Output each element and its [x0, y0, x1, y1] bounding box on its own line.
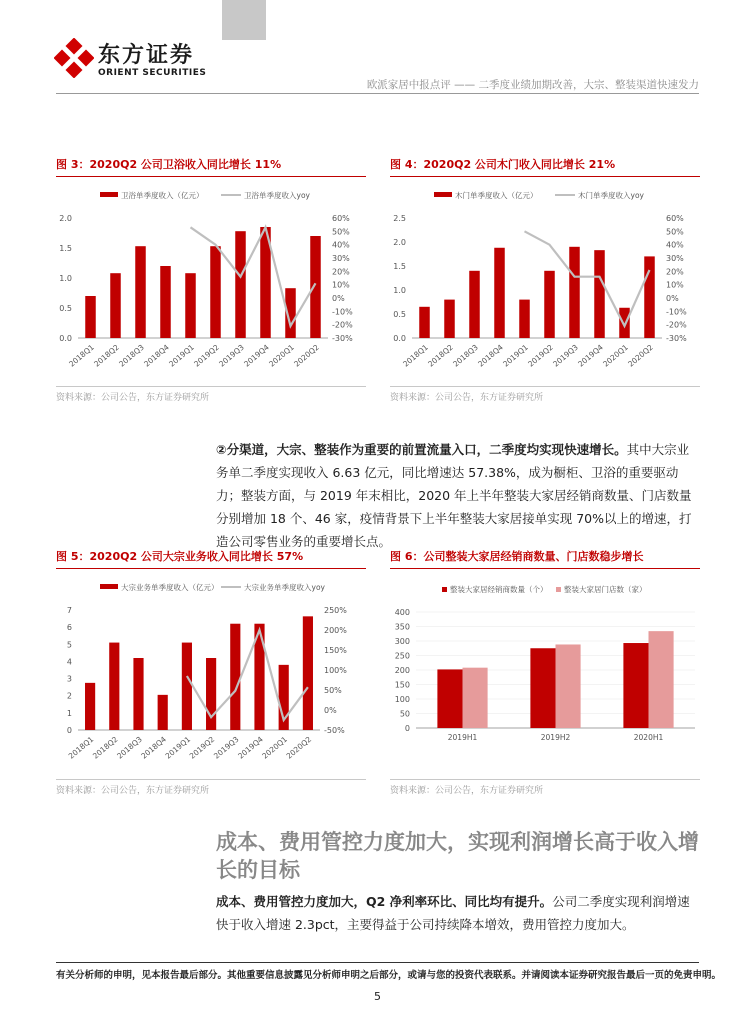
x-tick-label: 2020Q2 — [284, 734, 314, 761]
y-left-tick-label: 2.0 — [59, 214, 72, 223]
bar — [594, 250, 605, 338]
x-tick-label: 2019Q2 — [192, 342, 221, 369]
x-tick-label: 2018Q2 — [92, 342, 121, 369]
x-tick-label: 2019Q3 — [217, 342, 246, 369]
y-left-tick-label: 7 — [66, 606, 72, 615]
y-left-tick-label: 1.0 — [393, 286, 406, 295]
y-right-tick-label: 30% — [666, 254, 684, 263]
y-left-tick-label: 0.0 — [59, 334, 72, 343]
channel-paragraph — [216, 438, 700, 553]
yoy-line — [187, 630, 308, 720]
x-tick-label: 2018Q1 — [66, 734, 96, 761]
x-tick-label: 2018Q1 — [67, 342, 96, 369]
x-tick-label: 2019Q2 — [526, 342, 555, 369]
bar — [160, 266, 171, 338]
x-tick-label: 2020Q1 — [267, 342, 296, 369]
figure-3-title: 图 3：2020Q2 公司卫浴收入同比增长 11% — [56, 158, 282, 171]
dealers-bar — [623, 643, 648, 728]
x-tick-label: 2019H1 — [447, 733, 478, 742]
bar — [519, 300, 530, 338]
y-left-tick-label: 1 — [66, 708, 72, 718]
x-tick-label: 2018Q3 — [451, 342, 480, 369]
y-right-tick-label: 40% — [332, 240, 350, 250]
bar — [210, 246, 221, 338]
y-right-tick-label: -50% — [324, 726, 345, 735]
legend-bar-label: 卫浴单季度收入（亿元） — [121, 191, 204, 200]
bar — [235, 231, 246, 338]
y-tick-label: 300 — [394, 637, 410, 646]
y-left-tick-label: 6 — [66, 623, 72, 633]
y-right-tick-label: -30% — [332, 334, 353, 343]
stores-bar — [649, 631, 674, 728]
brand-name-cn: 东方证券 — [98, 43, 195, 68]
x-tick-label: 2020Q1 — [601, 342, 630, 369]
x-tick-label: 2018Q2 — [90, 734, 120, 761]
y-tick-label: 350 — [394, 622, 410, 632]
figure-4-foot-rule — [390, 386, 700, 387]
y-tick-label: 0 — [404, 724, 410, 733]
legend-line-label: 木门单季度收入yoy — [578, 191, 644, 200]
figure-6-source: 资料来源：公司公告，东方证券研究所 — [390, 786, 544, 796]
bar — [494, 248, 505, 338]
bar — [182, 643, 192, 730]
y-left-tick-label: 1.0 — [59, 274, 72, 283]
y-tick-label: 400 — [394, 608, 410, 617]
bar — [444, 300, 455, 338]
bar — [544, 271, 555, 338]
figure-3-chart — [56, 182, 366, 382]
y-right-tick-label: 20% — [332, 267, 350, 277]
dealers-bar — [437, 669, 462, 728]
legend-line-label: 大宗业务单季度收入yoy — [244, 583, 325, 592]
bar — [206, 658, 216, 730]
x-tick-label: 2020H1 — [633, 733, 664, 742]
figure-4-chart — [390, 182, 700, 382]
y-left-tick-label: 2.0 — [393, 238, 406, 247]
figure-5-source: 资料来源：公司公告，东方证券研究所 — [56, 786, 210, 796]
figure-5-chart — [56, 574, 366, 774]
figure-4-title: 图 4：2020Q2 公司木门收入同比增长 21% — [390, 158, 616, 171]
y-right-tick-label: 50% — [332, 227, 350, 237]
figure-4-source: 资料来源：公司公告，东方证券研究所 — [390, 393, 544, 403]
y-right-tick-label: 50% — [324, 686, 342, 695]
y-right-tick-label: -30% — [666, 334, 687, 343]
bar — [419, 307, 430, 338]
figure-4-rule — [390, 176, 700, 177]
x-tick-label: 2019Q4 — [576, 342, 605, 369]
y-tick-label: 150 — [394, 680, 410, 690]
y-right-tick-label: 60% — [332, 214, 350, 223]
legend-stores-label: 整装大家居门店数（家） — [564, 585, 647, 594]
bar — [230, 624, 240, 730]
legend-line-label: 卫浴单季度收入yoy — [244, 191, 310, 200]
bar — [133, 658, 143, 730]
y-left-tick-label: 2.5 — [393, 214, 406, 223]
y-left-tick-label: 2 — [66, 691, 72, 701]
figure-3-source: 资料来源：公司公告，东方证券研究所 — [56, 393, 210, 403]
y-left-tick-label: 0.5 — [59, 304, 72, 313]
header-divider — [56, 93, 699, 94]
page-number: 5 — [374, 990, 381, 1003]
y-tick-label: 50 — [399, 709, 410, 719]
cost-paragraph-bold: 成本、费用管控力度加大，Q2 净利率环比、同比均有提升。 — [216, 894, 553, 909]
bar — [110, 273, 121, 338]
x-tick-label: 2019Q4 — [236, 734, 265, 761]
bar — [85, 296, 96, 338]
bar — [185, 273, 196, 338]
bar — [135, 246, 146, 338]
x-tick-label: 2018Q3 — [115, 734, 144, 761]
x-tick-label: 2019Q3 — [211, 734, 241, 761]
stores-bar — [556, 644, 581, 728]
stores-bar — [463, 668, 488, 728]
brand-name-en: ORIENT SECURITIES — [98, 68, 207, 78]
cost-paragraph — [216, 890, 700, 936]
x-tick-label: 2018Q4 — [139, 734, 168, 761]
figure-6-chart — [390, 574, 700, 774]
y-right-tick-label: 50% — [666, 227, 684, 237]
header-accent-bar — [222, 0, 266, 40]
x-tick-label: 2020Q2 — [626, 342, 655, 369]
x-tick-label: 2019Q3 — [551, 342, 580, 369]
y-left-tick-label: 3 — [66, 674, 72, 684]
x-tick-label: 2020Q2 — [292, 342, 321, 369]
figure-5-foot-rule — [56, 779, 366, 780]
y-left-tick-label: 1.5 — [393, 262, 406, 271]
x-tick-label: 2019Q1 — [163, 734, 193, 761]
legend-dealers-swatch — [442, 587, 447, 592]
y-left-tick-label: 0.0 — [393, 334, 406, 343]
figure-5-title: 图 5：2020Q2 公司大宗业务收入同比增长 57% — [56, 550, 304, 563]
y-right-tick-label: 0% — [332, 294, 345, 303]
x-tick-label: 2019Q2 — [187, 734, 217, 761]
footer-disclaimer: 有关分析师的申明，见本报告最后部分。其他重要信息披露见分析师申明之后部分，或请与您的投资代表联系。并请阅读本证券研究报告最后一页的免责申明。 — [56, 970, 722, 981]
y-right-tick-label: 30% — [332, 254, 350, 263]
x-tick-label: 2018Q1 — [401, 342, 430, 369]
y-right-tick-label: 200% — [324, 626, 347, 635]
figure-6-foot-rule — [390, 779, 700, 780]
x-tick-label: 2019Q4 — [242, 342, 271, 369]
y-right-tick-label: 10% — [666, 280, 684, 290]
x-tick-label: 2018Q4 — [142, 342, 171, 369]
yoy-line — [525, 231, 650, 326]
legend-dealers-label: 整装大家居经销商数量（个） — [450, 585, 548, 594]
x-tick-label: 2019Q1 — [501, 342, 530, 369]
y-right-tick-label: 10% — [332, 280, 350, 290]
figure-3-foot-rule — [56, 386, 366, 387]
bar — [569, 247, 580, 338]
bar — [310, 236, 321, 338]
y-right-tick-label: 40% — [666, 240, 684, 250]
x-tick-label: 2019H2 — [540, 733, 571, 742]
y-right-tick-label: 20% — [666, 267, 684, 277]
figure-6-title: 图 6：公司整装大家居经销商数量、门店数稳步增长 — [390, 550, 644, 563]
y-right-tick-label: -20% — [666, 320, 687, 330]
legend-bar-swatch — [100, 192, 118, 197]
bar — [158, 695, 168, 730]
y-left-tick-label: 1.5 — [59, 244, 72, 253]
legend-stores-swatch — [556, 587, 561, 592]
channel-paragraph-text: 其中大宗业务单二季度实现收入 6.63 亿元，同比增速达 57.38%，成为橱柜、卫浴的重要驱动力；整装方面，与 2019 年末相比，2020 年上半年整装大家居经销商数量、门店数量分别增加 18 个、46 家，疫情背景下上半年整装大家居接单实现 70%以上的增速，打造公司零售业务的重要增长点。 — [216, 442, 692, 549]
bar — [469, 271, 480, 338]
report-subtitle: 欧派家居中报点评 —— 二季度业绩加期改善，大宗、整装渠道快速发力 — [366, 79, 699, 91]
legend-bar-label: 大宗业务单季度收入（亿元） — [121, 583, 219, 592]
y-right-tick-label: -20% — [332, 320, 353, 330]
x-tick-label: 2018Q3 — [117, 342, 146, 369]
figure-6-rule — [390, 568, 700, 569]
cost-paragraph-text: 公司二季度实现利润增速快于收入增速 2.3pct，主要得益于公司持续降本增效，费用管控力度加大。 — [216, 894, 690, 932]
y-right-tick-label: -10% — [332, 307, 353, 317]
dealers-bar — [530, 648, 555, 728]
company-logo-icon — [54, 38, 94, 78]
x-tick-label: 2018Q4 — [476, 342, 505, 369]
figure-5-rule — [56, 568, 366, 569]
y-left-tick-label: 5 — [66, 640, 72, 650]
footer-divider — [56, 962, 699, 963]
legend-bar-swatch — [434, 192, 452, 197]
y-left-tick-label: 0 — [66, 726, 72, 735]
section-heading: 成本、费用管控力度加大，实现利润增长高于收入增长的目标 — [216, 830, 699, 882]
x-tick-label: 2020Q1 — [260, 734, 289, 761]
y-right-tick-label: 0% — [324, 706, 337, 715]
channel-paragraph-bold: ②分渠道，大宗、整装作为重要的前置流量入口，二季度均实现快速增长。 — [216, 442, 627, 457]
bar — [85, 683, 95, 730]
y-left-tick-label: 4 — [66, 657, 72, 667]
x-tick-label: 2019Q1 — [167, 342, 196, 369]
y-tick-label: 100 — [394, 695, 410, 704]
yoy-line — [191, 227, 316, 326]
bar — [619, 308, 630, 338]
bar — [109, 643, 119, 730]
y-right-tick-label: -10% — [666, 307, 687, 317]
y-tick-label: 200 — [394, 666, 410, 675]
y-right-tick-label: 100% — [324, 666, 347, 675]
bar — [644, 256, 655, 338]
figure-3-rule — [56, 176, 366, 177]
y-right-tick-label: 60% — [666, 214, 684, 223]
x-tick-label: 2018Q2 — [426, 342, 455, 369]
legend-bar-swatch — [100, 584, 118, 589]
bar — [303, 616, 313, 730]
y-left-tick-label: 0.5 — [393, 310, 406, 319]
y-right-tick-label: 250% — [324, 606, 347, 615]
y-right-tick-label: 0% — [666, 294, 679, 303]
legend-bar-label: 木门单季度收入（亿元） — [455, 191, 538, 200]
y-right-tick-label: 150% — [324, 646, 347, 655]
y-tick-label: 250 — [394, 651, 410, 661]
